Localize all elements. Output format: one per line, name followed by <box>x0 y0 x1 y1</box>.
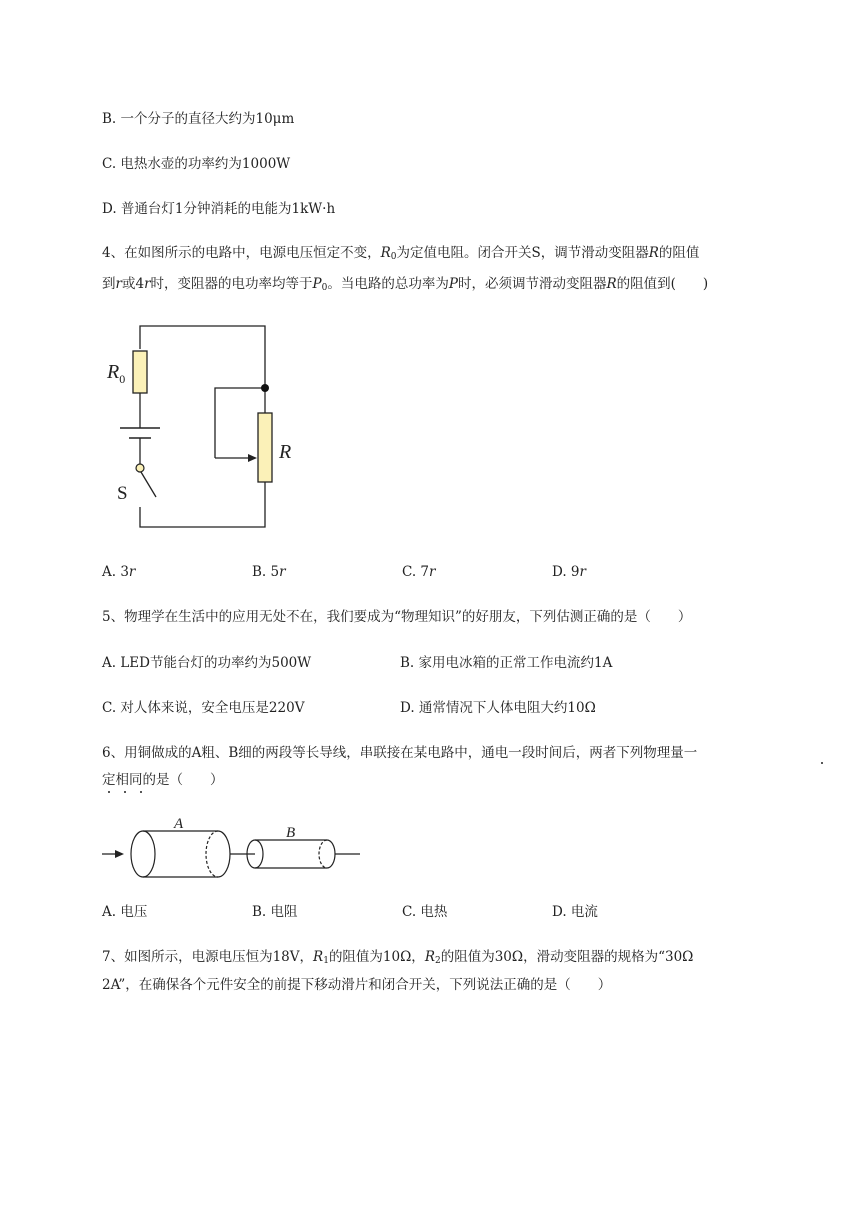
fig-label-r: R <box>279 441 292 463</box>
wire-bottom <box>140 482 265 527</box>
rheostat-resistor <box>258 413 272 482</box>
q5-stem: 5、物理学在生活中的应用无处不在，我们要成为“物理知识”的好朋友，下列估测正确的是（ ） <box>102 609 692 625</box>
q6-option-c: C. 电热 <box>402 904 448 920</box>
cylinder-a-back-edge <box>218 831 230 877</box>
fig-label-s: S <box>117 483 128 504</box>
cylinder-a-front-face <box>131 831 155 877</box>
q5-option-a: A. LED节能台灯的功率约为500W <box>102 655 312 671</box>
emphasis-dot <box>140 791 142 793</box>
emphasis-dot <box>108 791 110 793</box>
r0-resistor <box>133 351 147 393</box>
q6-option-d: D. 电流 <box>552 904 598 920</box>
q6-option-a: A. 电压 <box>102 904 148 920</box>
q7-stem-line2: 2A”，在确保各个元件安全的前提下移动滑片和闭合开关，下列说法正确的是（ ） <box>102 977 612 993</box>
q4-circuit-diagram <box>95 315 315 535</box>
switch-pivot <box>136 464 144 472</box>
q4-stem-line1: 4、在如图所示的电路中，电源电压恒定不变，$R_0$为定值电阻。闭合开关S，调节滑动变阻器R的阻值 <box>102 245 700 262</box>
wire-top <box>140 326 265 388</box>
fig-label-b: B <box>286 825 296 841</box>
q6-wire-diagram <box>100 812 370 882</box>
q6-stem-line1: 6、用铜做成的A粗、B细的两段等长导线，串联接在某电路中，通电一段时间后，两者下列物理量一 <box>102 745 698 761</box>
q7-stem-line1: 7、如图所示，电源电压恒为18V，$R_1$的阻值为10Ω，$R_2$的阻值为30Ω，滑动变阻器的规格为“30Ω <box>102 949 694 966</box>
q4-option-b: B. 5r <box>252 564 286 580</box>
q3-option-b: B. 一个分子的直径大约为10μm <box>102 111 295 127</box>
q3-option-d: D. 普通台灯1分钟消耗的电能为1kW·h <box>102 201 336 217</box>
q5-option-d: D. 通常情况下人体电阻大约10Ω <box>400 700 596 716</box>
cylinder-b-hidden-edge <box>319 840 327 868</box>
cylinder-a-hidden-edge <box>206 831 218 877</box>
q6-option-b: B. 电阻 <box>252 904 298 920</box>
emphasis-dot <box>124 791 126 793</box>
emphasis-dot <box>821 762 823 764</box>
switch-blade <box>141 472 156 497</box>
q5-option-b: B. 家用电冰箱的正常工作电流约1A <box>400 655 613 671</box>
q4-option-d: D. 9r <box>552 564 586 580</box>
cylinder-b-back-edge <box>327 840 335 868</box>
q6-stem-line2: 定相同的是（ ） <box>102 772 224 788</box>
q4-option-c: C. 7r <box>402 564 436 580</box>
q3-option-c: C. 电热水壶的功率约为1000W <box>102 156 291 172</box>
junction-dot <box>261 384 269 392</box>
fig-label-a: A <box>174 816 184 832</box>
q4-option-a: A. 3r <box>102 564 136 580</box>
current-arrow <box>115 850 124 858</box>
q4-stem-line2: 到r或4r时，变阻器的电功率均等于$P_0$。当电路的总功率为P时，必须调节滑动变阻器R的阻值到( ) <box>102 276 709 293</box>
q6-emphasis-text: 定相同 <box>102 772 143 788</box>
slider-arrowhead <box>248 454 257 462</box>
q5-option-c: C. 对人体来说，安全电压是220V <box>102 700 305 716</box>
fig-label-r0: $R_0$ <box>107 361 126 386</box>
